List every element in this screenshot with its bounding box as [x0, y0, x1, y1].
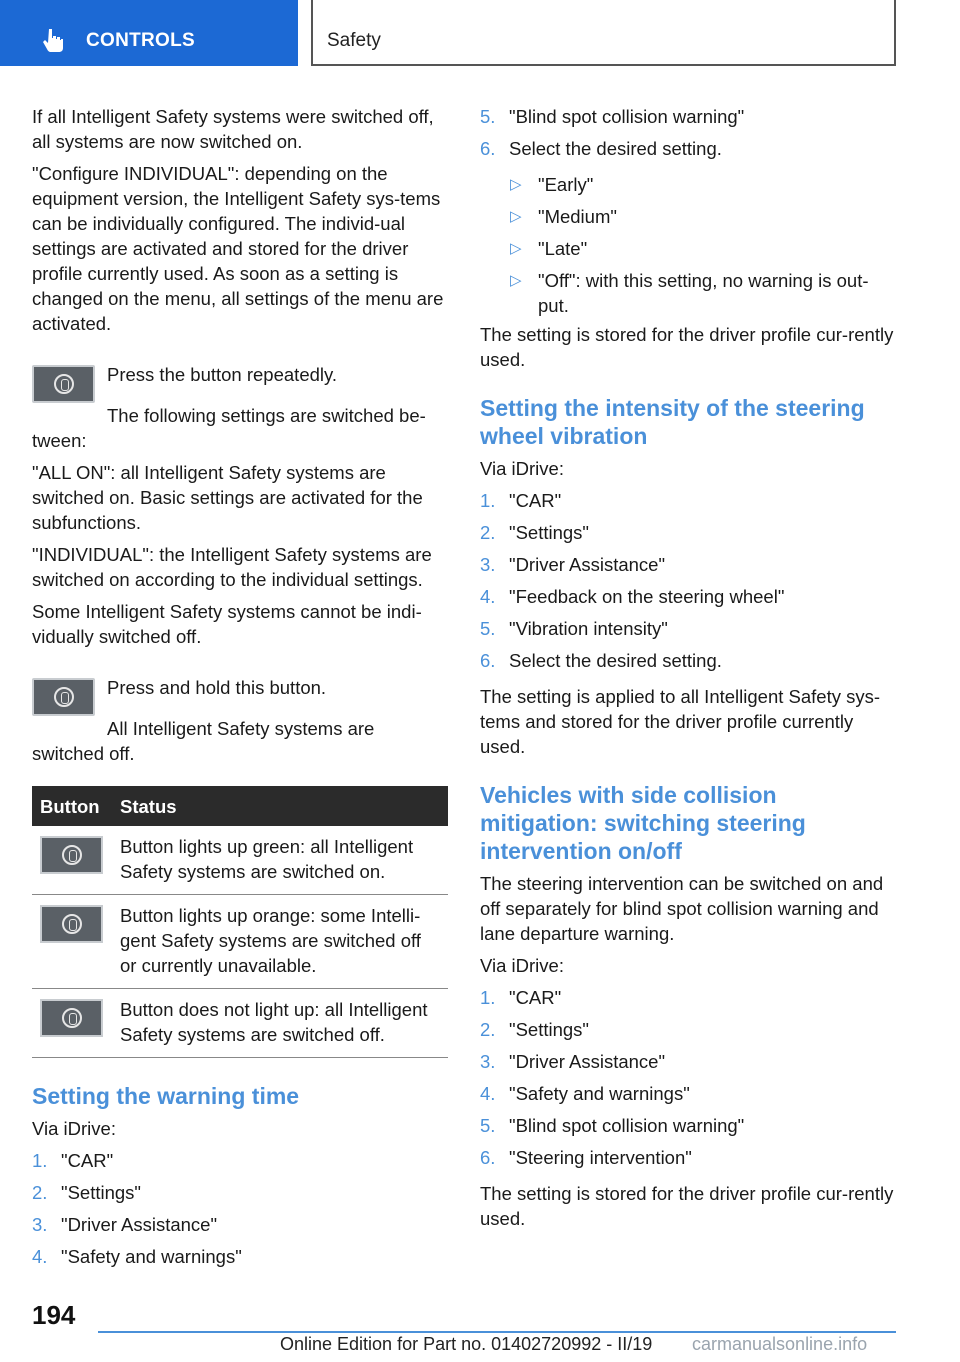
section-heading: Vehicles with side collision mitigation: switching steering intervention on/off — [480, 782, 806, 864]
safety-button-image — [40, 999, 103, 1037]
safety-assist-icon — [62, 1008, 82, 1028]
list-item: 1. "CAR" — [480, 987, 562, 1008]
steps-list — [32, 1148, 448, 1276]
list-item: 1. "CAR" — [480, 490, 562, 511]
page-number: 194 — [32, 1300, 76, 1330]
section-label: CONTROLS — [86, 30, 196, 51]
paragraph: Some Intelligent Safety systems cannot be indi‐vidually switched off. — [32, 601, 422, 647]
paragraph: Via iDrive: — [480, 955, 564, 976]
list-item: 2. "Settings" — [480, 1019, 589, 1040]
right-column — [480, 104, 896, 1238]
safety-assist-icon — [54, 374, 74, 394]
paragraph: Via iDrive: — [480, 458, 564, 479]
watermark: carmanualsonline.info — [692, 1334, 868, 1354]
list-item: 5. "Vibration intensity" — [480, 618, 668, 639]
list-item: 3. "Driver Assistance" — [480, 1051, 666, 1072]
safety-button-image — [32, 365, 95, 403]
instruction-text: Press the button repeatedly. — [107, 364, 338, 385]
table-cell: Button lights up orange: some Intelli‐gent Safety systems are switched off or currently unavailable. — [112, 895, 448, 989]
options-list — [480, 172, 896, 318]
steps-list — [480, 104, 896, 168]
safety-button-image — [40, 905, 103, 943]
topic-label: Safety — [327, 30, 381, 51]
table-cell: Button does not light up: all Intelligent Safety systems are switched off. — [112, 989, 448, 1058]
table-cell: Button lights up green: all Intelligent Safety systems are switched on. — [112, 826, 448, 895]
paragraph: All Intelligent Safety systems are switched off. — [32, 718, 375, 764]
table-row — [32, 895, 448, 989]
footer-divider — [98, 1331, 896, 1333]
list-item: 4. "Safety and warnings" — [480, 1083, 690, 1104]
button-instruction — [32, 359, 448, 399]
list-item: 4. "Safety and warnings" — [32, 1246, 242, 1267]
column-header: Button — [32, 786, 112, 826]
list-item: 6. "Steering intervention" — [480, 1147, 692, 1168]
paragraph: Via iDrive: — [32, 1118, 116, 1139]
topic-header — [311, 0, 896, 66]
list-item: 6. Select the desired setting. — [480, 650, 722, 671]
edition-note: Online Edition for Part no. 01402720992 - II/19 — [280, 1334, 653, 1354]
triangle-bullet-icon: ▷ — [510, 240, 522, 257]
list-item: 4. "Feedback on the steering wheel" — [480, 586, 785, 607]
safety-button-image — [32, 678, 95, 716]
list-item: 2. "Settings" — [480, 522, 589, 543]
list-item: 6. Select the desired setting. — [480, 138, 722, 159]
hand-pointer-icon — [42, 28, 64, 52]
triangle-bullet-icon: ▷ — [510, 208, 522, 225]
safety-button-image — [40, 836, 103, 874]
column-header: Status — [112, 786, 448, 826]
section-heading: Setting the warning time — [32, 1083, 300, 1109]
paragraph: The following settings are switched be‐tween: — [32, 405, 426, 451]
table-header-row — [32, 786, 448, 826]
triangle-bullet-icon: ▷ — [510, 176, 522, 193]
instruction-text: Press and hold this button. — [107, 677, 327, 698]
steps-list — [480, 488, 896, 680]
paragraph: The setting is stored for the driver profile cur‐rently used. — [480, 324, 894, 370]
table-row — [32, 826, 448, 895]
steps-list — [480, 985, 896, 1177]
paragraph: The setting is stored for the driver profile cur‐rently used. — [480, 1183, 894, 1229]
triangle-bullet-icon: ▷ — [510, 272, 522, 289]
list-item: 5. "Blind spot collision warning" — [480, 1115, 745, 1136]
paragraph: If all Intelligent Safety systems were switched off, all systems are now switched on. — [32, 106, 434, 152]
paragraph: The setting is applied to all Intelligent Safety sys‐tems and stored for the driver profile currently used. — [480, 686, 881, 757]
safety-assist-icon — [62, 914, 82, 934]
list-item: ▷ "Late" — [510, 238, 588, 259]
section-heading: Setting the intensity of the steering wheel vibration — [480, 395, 865, 449]
paragraph: The steering intervention can be switched on and off separately for blind spot collision warning and lane departure warning. — [480, 873, 884, 944]
safety-assist-icon — [62, 845, 82, 865]
button-instruction — [32, 672, 448, 712]
paragraph: "ALL ON": all Intelligent Safety systems are switched on. Basic settings are activated for the subfunctions. — [32, 462, 423, 533]
left-column — [32, 104, 448, 1280]
list-item: ▷ "Early" — [510, 174, 594, 195]
list-item: 1. "CAR" — [32, 1150, 114, 1171]
safety-assist-icon — [54, 687, 74, 707]
list-item: 2. "Settings" — [32, 1182, 141, 1203]
paragraph: "INDIVIDUAL": the Intelligent Safety systems are switched on according to the individual settings. — [32, 544, 432, 590]
section-tab — [0, 0, 298, 66]
list-item: 3. "Driver Assistance" — [32, 1214, 218, 1235]
list-item: 5. "Blind spot collision warning" — [480, 106, 745, 127]
table-row — [32, 989, 448, 1058]
status-table — [32, 786, 448, 1058]
list-item: ▷ "Medium" — [510, 206, 617, 227]
list-item: ▷ "Off": with this setting, no warning is out‐put. — [510, 270, 869, 316]
paragraph: "Configure INDIVIDUAL": depending on the equipment version, the Intelligent Safety sys‐tems can be individually configured. The individ‐ual settings are activated and stored for the driver profile currently used. As soon as a setting is changed on the menu, all settings of the menu are activated. — [32, 163, 444, 334]
list-item: 3. "Driver Assistance" — [480, 554, 666, 575]
